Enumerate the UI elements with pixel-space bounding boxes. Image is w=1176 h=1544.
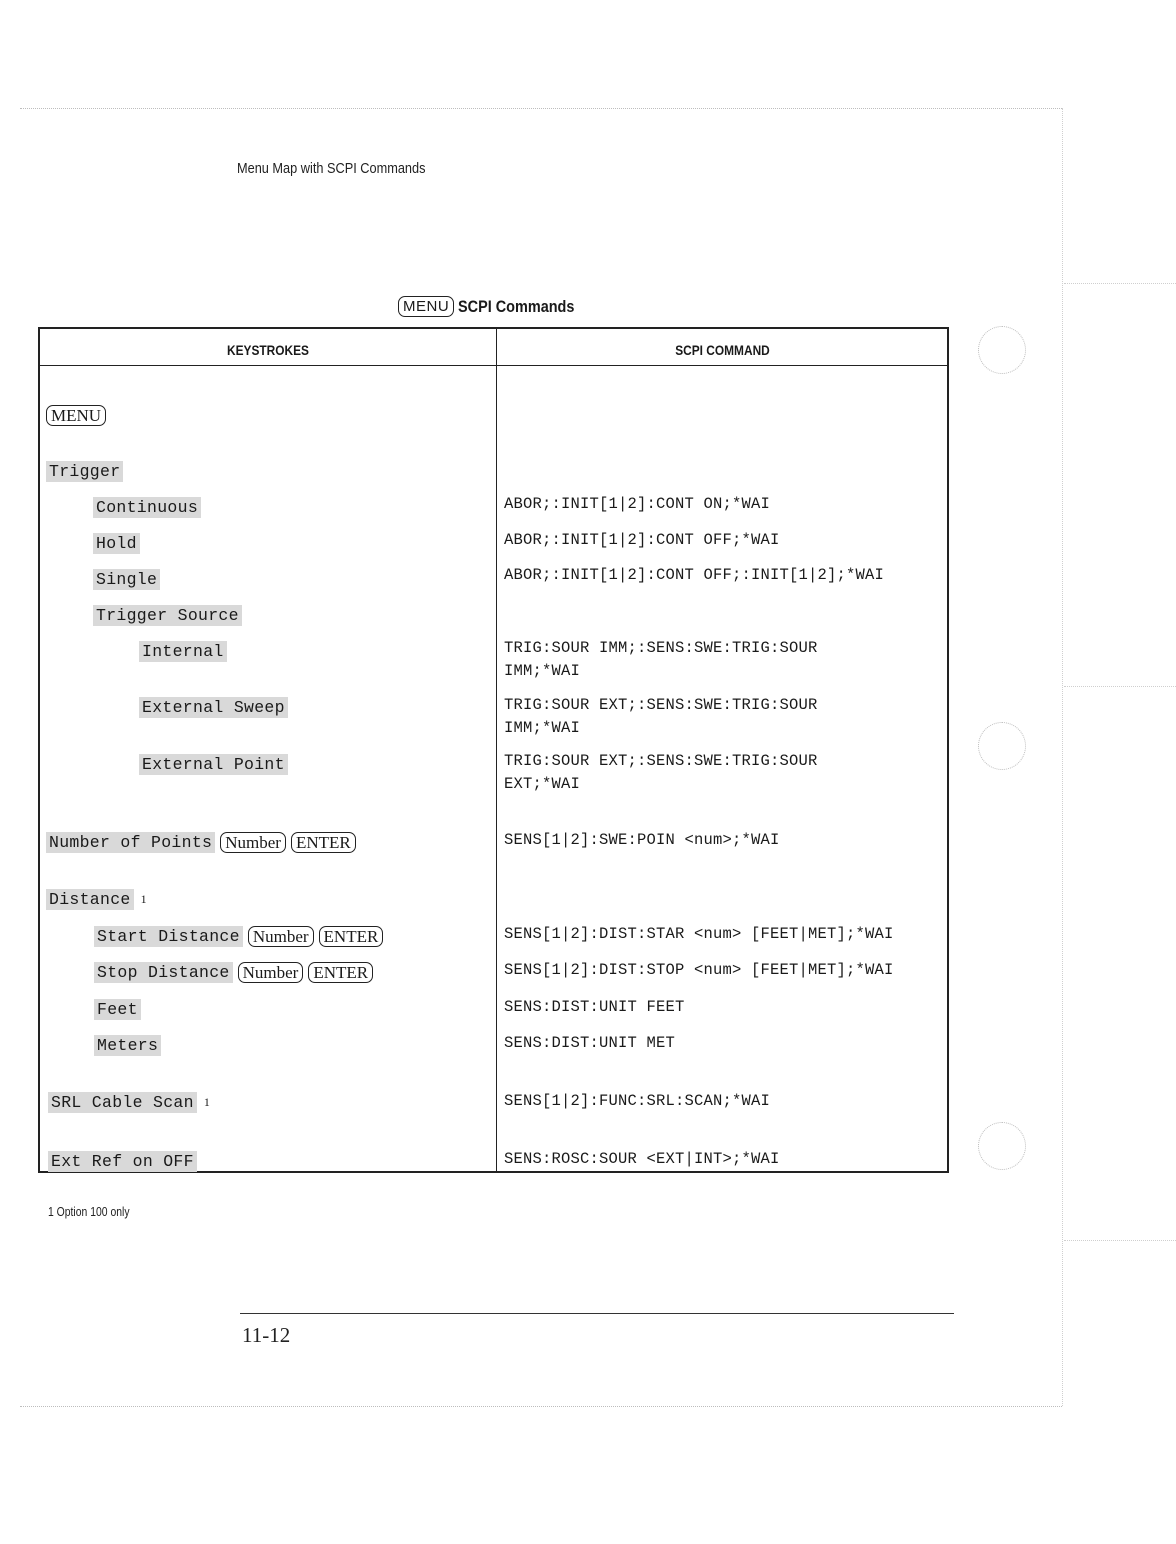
keystroke-start-distance [94, 926, 383, 947]
softkey-external-point[interactable]: External Point [139, 754, 288, 775]
keystroke-internal [139, 641, 227, 662]
header-divider [40, 365, 947, 366]
cmd-stop-distance: SENS[1|2]:DIST:STOP <num> [FEET|MET];*WAI [504, 961, 894, 979]
column-divider [496, 329, 497, 1171]
cmd-external-point-line1: TRIG:SOUR EXT;:SENS:SWE:TRIG:SOUR [504, 752, 818, 770]
softkey-trigger-source[interactable]: Trigger Source [93, 605, 242, 626]
softkey-trigger[interactable]: Trigger [46, 461, 123, 482]
cmd-external-sweep-line1: TRIG:SOUR EXT;:SENS:SWE:TRIG:SOUR [504, 696, 818, 714]
tab-divider-line [1064, 1240, 1176, 1241]
keystroke-distance [46, 889, 147, 910]
binder-hole [978, 1122, 1026, 1170]
keystroke-single [93, 569, 160, 590]
running-head: Menu Map with SCPI Commands [237, 160, 426, 177]
cmd-number-of-points: SENS[1|2]:SWE:POIN <num>;*WAI [504, 831, 780, 849]
cmd-srl-cable-scan: SENS[1|2]:FUNC:SRL:SCAN;*WAI [504, 1092, 771, 1110]
tab-divider-line [1064, 283, 1176, 284]
softkey-distance-label: Distance [49, 890, 131, 909]
tab-divider-line [1064, 686, 1176, 687]
title-label: SCPI Commands [458, 296, 575, 316]
footnote-marker: 1 [203, 1095, 210, 1109]
softkey-srl-cable-scan[interactable] [48, 1092, 197, 1113]
number-key[interactable]: Number [220, 832, 286, 853]
number-key[interactable]: Number [238, 962, 304, 983]
keystroke-external-point [139, 754, 288, 775]
keystroke-ext-ref [48, 1151, 197, 1172]
table-title [398, 296, 595, 317]
cmd-internal-line2: IMM;*WAI [504, 662, 581, 680]
page-edge-bottom [20, 1406, 1062, 1407]
menu-key-row [46, 405, 106, 426]
softkey-meters[interactable]: Meters [94, 1035, 161, 1056]
softkey-continuous[interactable]: Continuous [93, 497, 201, 518]
softkey-external-sweep[interactable]: External Sweep [139, 697, 288, 718]
keystroke-trigger-source [93, 605, 242, 626]
cmd-feet: SENS:DIST:UNIT FEET [504, 998, 685, 1016]
footnote: 1 Option 100 only [48, 1204, 130, 1219]
softkey-internal[interactable]: Internal [139, 641, 227, 662]
cmd-meters: SENS:DIST:UNIT MET [504, 1034, 676, 1052]
cmd-start-distance: SENS[1|2]:DIST:STAR <num> [FEET|MET];*WAI [504, 925, 894, 943]
keystroke-external-sweep [139, 697, 288, 718]
menu-key[interactable]: MENU [46, 405, 106, 426]
cmd-hold: ABOR;:INIT[1|2]:CONT OFF;*WAI [504, 531, 780, 549]
cmd-ext-ref: SENS:ROSC:SOUR <EXT|INT>;*WAI [504, 1150, 780, 1168]
binder-hole [978, 722, 1026, 770]
keystroke-number-of-points [46, 832, 356, 853]
cmd-external-sweep-line2: IMM;*WAI [504, 719, 581, 737]
softkey-feet[interactable]: Feet [94, 999, 141, 1020]
keystroke-trigger [46, 461, 123, 482]
softkey-stop-distance[interactable]: Stop Distance [94, 962, 233, 983]
enter-key[interactable]: ENTER [308, 962, 373, 983]
keystroke-meters [94, 1035, 161, 1056]
keystroke-hold [93, 533, 140, 554]
softkey-single[interactable]: Single [93, 569, 160, 590]
softkey-hold[interactable]: Hold [93, 533, 140, 554]
page-edge-top [20, 108, 1062, 109]
softkey-number-of-points[interactable]: Number of Points [46, 832, 215, 853]
enter-key[interactable]: ENTER [291, 832, 356, 853]
menu-key-icon: MENU [398, 296, 454, 317]
footer-rule [240, 1313, 954, 1314]
column-header-scpi: SCPI COMMAND [675, 342, 770, 358]
keystroke-continuous [93, 497, 201, 518]
keystroke-stop-distance [94, 962, 373, 983]
binder-hole [978, 326, 1026, 374]
keystroke-srl-cable-scan [48, 1092, 210, 1113]
softkey-srl-label: SRL Cable Scan [51, 1093, 194, 1112]
footnote-marker: 1 [140, 892, 147, 906]
cmd-internal-line1: TRIG:SOUR IMM;:SENS:SWE:TRIG:SOUR [504, 639, 818, 657]
scpi-command-table [38, 327, 949, 1173]
cmd-single: ABOR;:INIT[1|2]:CONT OFF;:INIT[1|2];*WAI [504, 566, 885, 584]
softkey-distance[interactable] [46, 889, 134, 910]
number-key[interactable]: Number [248, 926, 314, 947]
softkey-start-distance[interactable]: Start Distance [94, 926, 243, 947]
cmd-continuous: ABOR;:INIT[1|2]:CONT ON;*WAI [504, 495, 771, 513]
enter-key[interactable]: ENTER [319, 926, 384, 947]
column-header-keystrokes: KEYSTROKES [227, 342, 309, 358]
softkey-ext-ref[interactable]: Ext Ref on OFF [48, 1151, 197, 1172]
page-number: 11-12 [242, 1323, 291, 1347]
keystroke-feet [94, 999, 141, 1020]
page-edge-right [1062, 108, 1063, 1406]
cmd-external-point-line2: EXT;*WAI [504, 775, 581, 793]
